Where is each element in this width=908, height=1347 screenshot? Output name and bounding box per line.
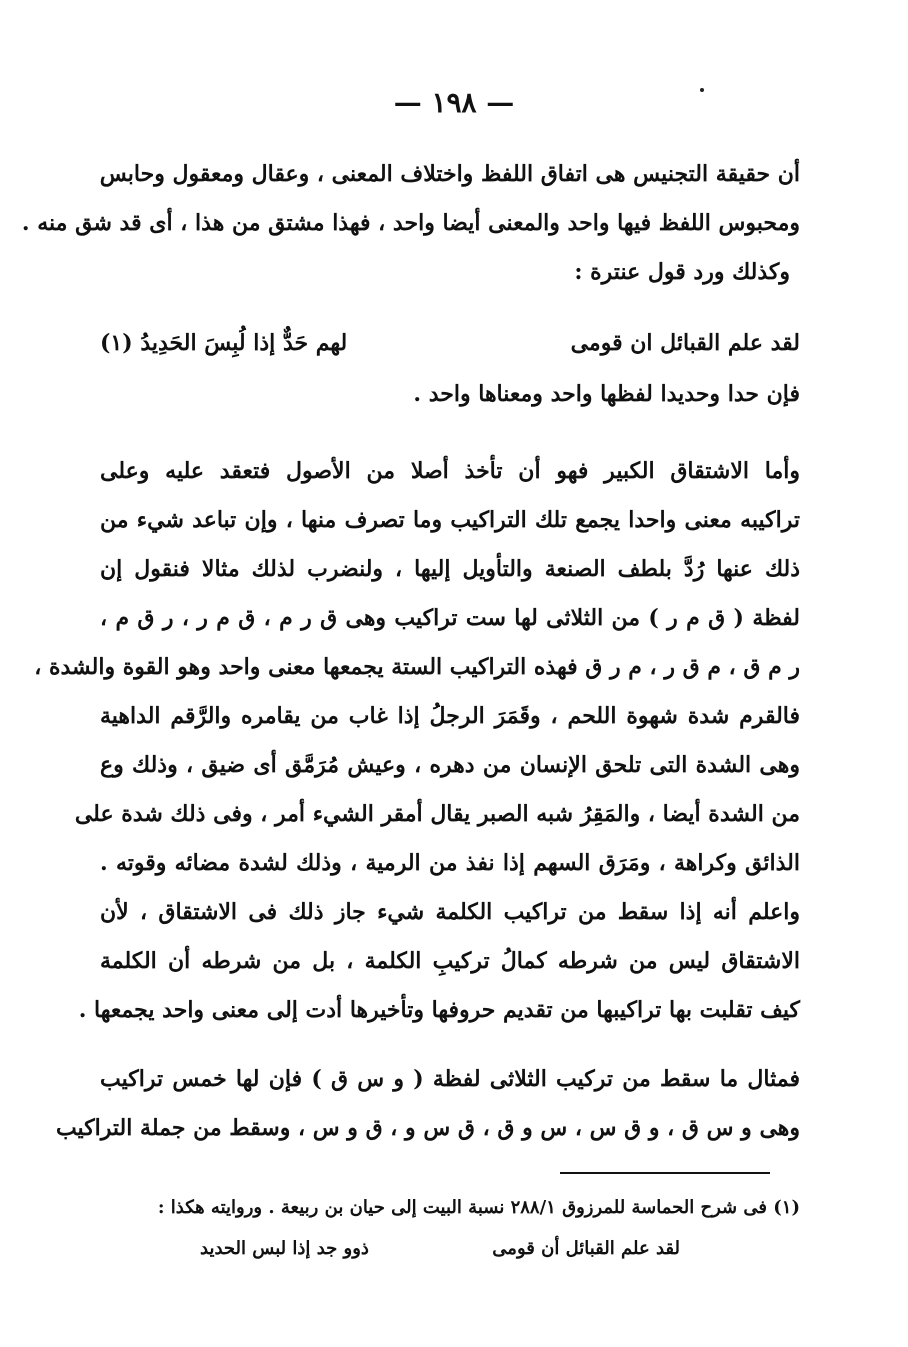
text-line: وهى الشدة التى تلحق الإنسان من دهره ، وعيش مُرَمَّق أى ضيق ، وذلك وع	[100, 752, 800, 778]
text-line: لفظة ( ق م ر ) من الثلاثى لها ست تراكيب وهى ق ر م ، ق م ر ، ر ق م ،	[100, 605, 800, 631]
paragraph-great-derivation	[34, 447, 801, 1035]
text-line: تراكيبه معنى واحدا يجمع تلك التراكيب وما تصرف منها ، وإن تباعد شيء من	[100, 507, 800, 533]
text-line: وأما الاشتقاق الكبير فهو أن تأخذ أصلا من الأصول فتعقد عليه وعلى	[100, 458, 800, 484]
text-line: ر م ق ، م ق ر ، م ر ق فهذه التراكيب الستة يجمعها معنى واحد وهو القوة والشدة ،	[34, 654, 800, 680]
text-line: من الشدة أيضا ، والمَقِرُ شبه الصبر يقال أمقر الشيء أمر ، وفى ذلك شدة على	[74, 801, 800, 827]
page-number: — ١٩٨ —	[393, 86, 515, 119]
text-line: فالقرم شدة شهوة اللحم ، وقَمَرَ الرجلُ إذا غاب من يقامره والرَّقم الداهية	[100, 703, 800, 729]
verse-first-hemistich: لقد علم القبائل ان قومى	[570, 330, 800, 356]
verse-second-hemistich: لهم حَدٌّ إذا لُبِسَ الحَدِيدُ (١)	[100, 330, 348, 356]
paragraph-explanation	[100, 370, 800, 419]
text-line: فإن حدا وحديدا لفظها واحد ومعناها واحد .	[413, 381, 800, 407]
text-line: واعلم أنه إذا سقط من تراكيب الكلمة شيء جاز ذلك فى الاشتقاق ، لأن	[100, 899, 801, 925]
paragraph-intro	[21, 150, 800, 297]
footnote-verse	[200, 1238, 680, 1259]
text-line: الذائق وكراهة ، ومَرَق السهم إذا نفذ من الرمية ، وذلك لشدة مضائه وقوته .	[100, 850, 800, 876]
footnote	[100, 1186, 800, 1230]
text-line: وكذلك ورد قول عنترة :	[574, 259, 790, 285]
footnote-divider	[560, 1172, 770, 1174]
paragraph-example	[55, 1055, 800, 1153]
footnote-line: (١) فى شرح الحماسة للمرزوق ٢٨٨/١ نسبة البيت إلى حيان بن ربيعة . وروايته هكذا :	[157, 1197, 800, 1218]
text-line: ذلك عنها رُدَّ بلطف الصنعة والتأويل إليها ، ولنضرب لذلك مثالا فنقول إن	[100, 556, 800, 582]
text-line: أن حقيقة التجنيس هى اتفاق اللفظ واختلاف المعنى ، وعقال ومعقول وحابس	[99, 161, 800, 187]
text-line: كيف تقلبت بها تراكيبها من تقديم حروفها وتأخيرها أدت إلى معنى واحد يجمعها .	[78, 997, 800, 1023]
text-line: فمثال ما سقط من تركيب الثلاثى لفظة ( و س ق ) فإن لها خمس تراكيب	[100, 1066, 800, 1092]
poetry-verse	[100, 330, 800, 356]
text-line: وهى و س ق ، و ق س ، س و ق ، ق س و ، ق و س ، وسقط من جملة التراكيب	[55, 1115, 800, 1141]
text-line: الاشتقاق ليس من شرطه كمالُ تركيبِ الكلمة ، بل من شرطه أن الكلمة	[100, 948, 800, 974]
footnote-verse-first-hemistich: لقد علم القبائل أن قومى	[492, 1238, 680, 1259]
footnote-verse-second-hemistich: ذوو جد إذا لبس الحديد	[200, 1238, 369, 1259]
text-line: ومحبوس اللفظ فيها واحد والمعنى أيضا واحد ، فهذا مشتق من هذا ، أى قد شق منه .	[21, 210, 800, 236]
